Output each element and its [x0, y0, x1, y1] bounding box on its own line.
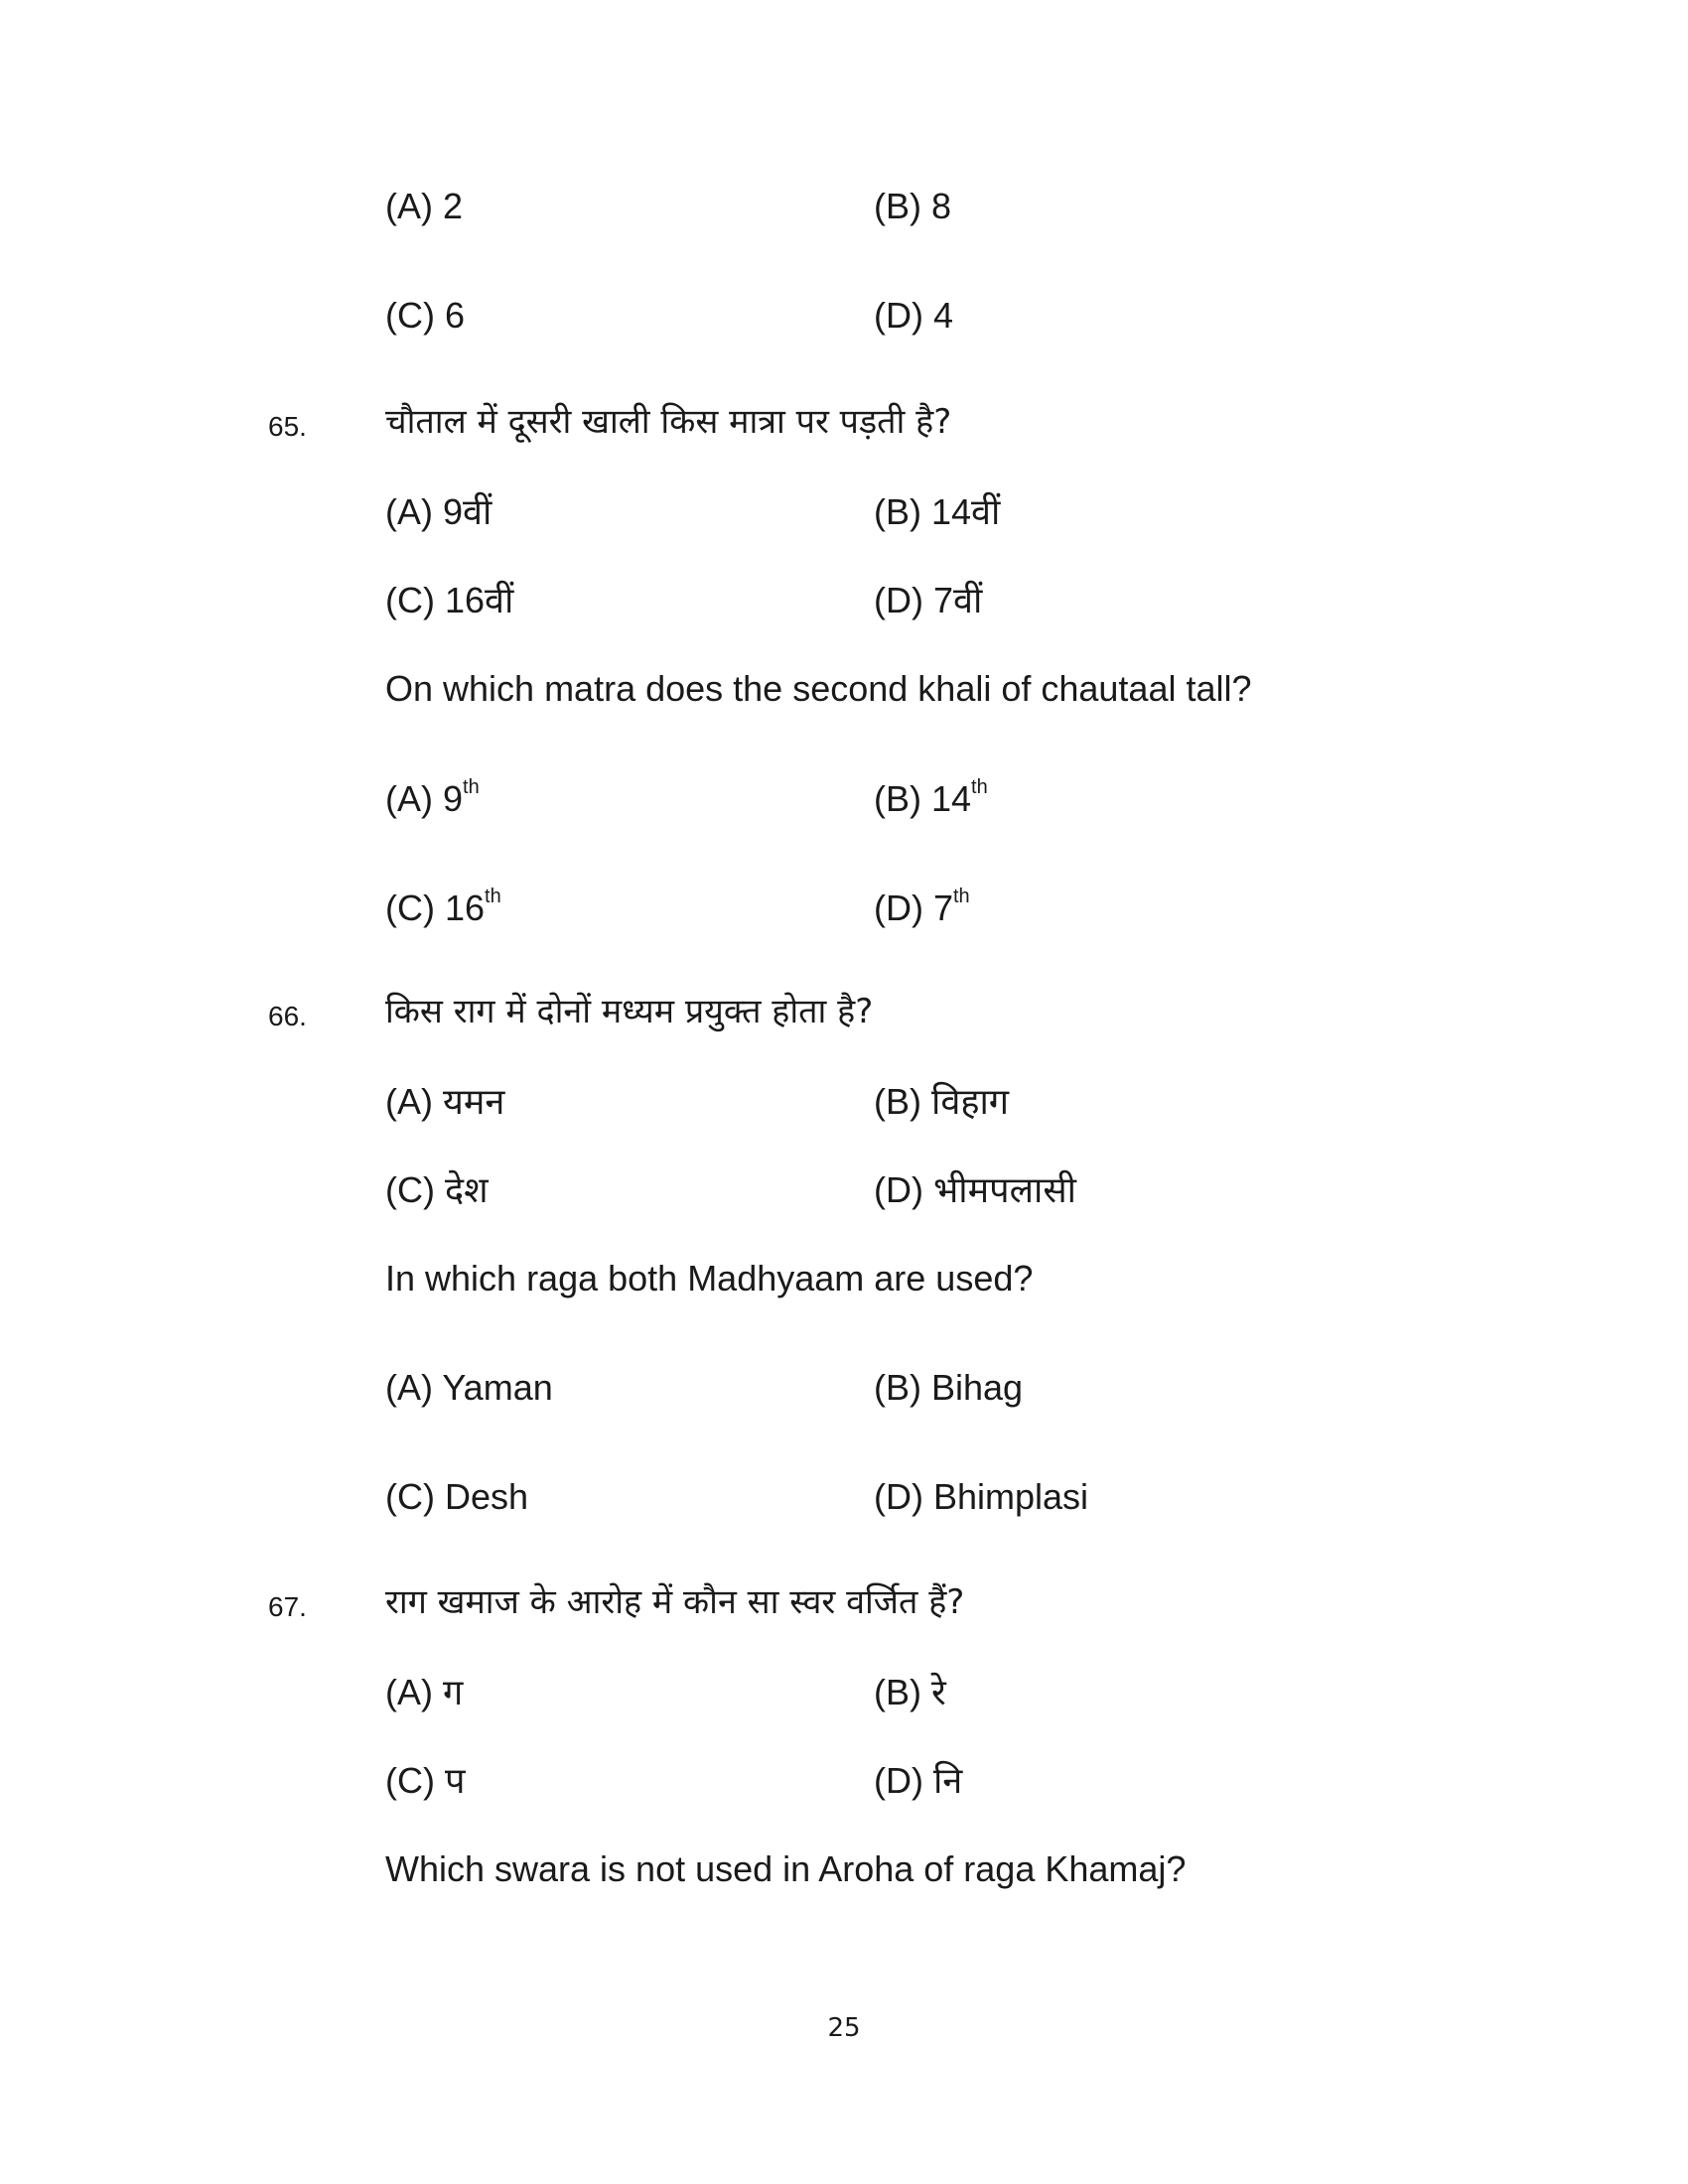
option-a: (A) यमन: [385, 1081, 505, 1122]
option-c: (C) प: [385, 1760, 466, 1801]
option-d: (D) 7वीं: [874, 580, 983, 620]
option-b: (B) विहाग: [874, 1081, 1010, 1122]
ordinal-suffix: th: [485, 886, 501, 907]
option-d: (D) Bhimplasi: [874, 1476, 1089, 1517]
ordinal-suffix: th: [971, 776, 988, 798]
option-d: (D) भीमपलासी: [874, 1169, 1076, 1210]
ordinal-suffix: th: [463, 776, 480, 798]
option-b: (B) 8: [874, 186, 952, 226]
question-number: 65.: [268, 411, 307, 442]
option-b: (B) 14वीं: [874, 491, 1001, 532]
option-c: (C) देश: [385, 1169, 489, 1210]
option-c: (C) 16वीं: [385, 580, 514, 620]
question-text-hindi: किस राग में दोनों मध्यम प्रयुक्त होता है?: [385, 992, 874, 1031]
question-text-english: Which swara is not used in Aroha of raga Khamaj?: [385, 1848, 1187, 1889]
option-d: (D) नि: [874, 1760, 963, 1801]
option-b: [874, 776, 988, 819]
page-number: 25: [827, 2013, 861, 2043]
option-c: [385, 886, 501, 928]
option-label: (B) 14: [874, 778, 972, 819]
option-label: (D) 7: [874, 887, 953, 928]
option-a: [385, 776, 480, 819]
option-c: (C) 6: [385, 295, 465, 336]
question-number: 66.: [268, 1001, 307, 1031]
option-b: (B) रे: [874, 1672, 946, 1712]
option-d: [874, 886, 970, 928]
question-text-hindi: राग खमाज के आरोह में कौन सा स्वर वर्जित हैं?: [385, 1582, 965, 1622]
ordinal-suffix: th: [953, 886, 970, 907]
option-a: (A) ग: [385, 1672, 464, 1712]
option-a: (A) 9वीं: [385, 491, 492, 532]
option-label: (C) 16: [385, 887, 486, 928]
option-label: (A) 9: [385, 778, 464, 819]
option-a: (A) Yaman: [385, 1367, 553, 1408]
option-c: (C) Desh: [385, 1476, 529, 1517]
question-text-hindi: चौताल में दूसरी खाली किस मात्रा पर पड़ती है?: [385, 402, 952, 442]
option-a: (A) 2: [385, 186, 464, 226]
question-text-english: On which matra does the second khali of chautaal tall?: [385, 668, 1252, 709]
option-d: (D) 4: [874, 295, 953, 336]
option-b: (B) Bihag: [874, 1367, 1024, 1408]
question-text-english: In which raga both Madhyaam are used?: [385, 1258, 1034, 1298]
question-number: 67.: [268, 1591, 307, 1622]
